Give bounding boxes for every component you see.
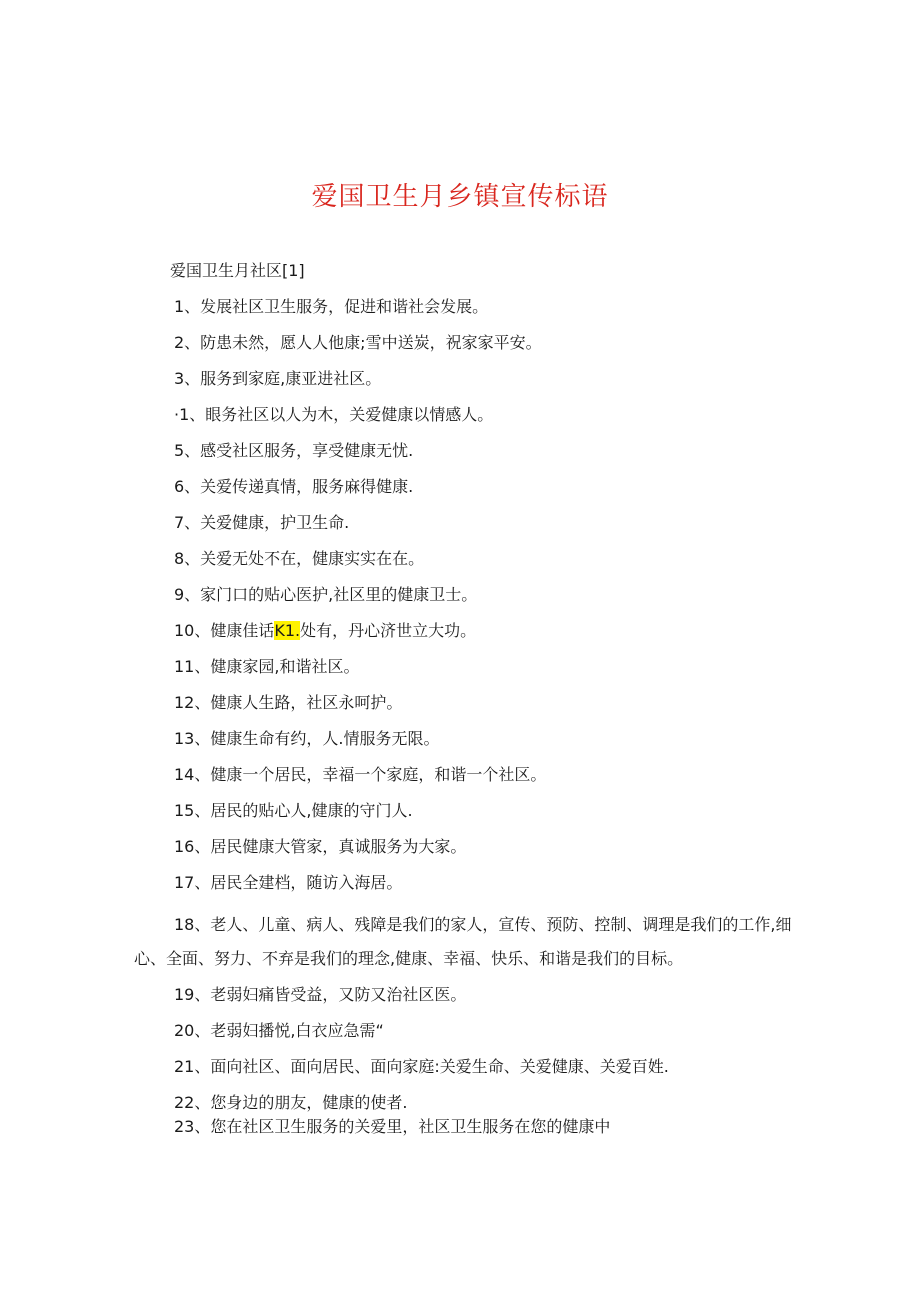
slogan-line: 1、发展社区卫生服务，促进和谐社会发展。 bbox=[174, 297, 489, 316]
slogan-line: 5、感受社区服务，享受健康无忧. bbox=[174, 441, 414, 460]
slogan-line: 9、家门口的贴心医护,社区里的健康卫士。 bbox=[174, 585, 478, 604]
slogan-10-end: 处有，丹心济世立大功。 bbox=[300, 621, 477, 640]
slogan-10-start: 10、健康佳话 bbox=[174, 621, 275, 640]
slogan-line: 14、健康一个居民，幸福一个家庭，和谐一个社区。 bbox=[174, 765, 547, 784]
slogan-line: 15、居民的贴心人,健康的守门人. bbox=[174, 801, 413, 820]
slogan-line: 17、居民全建档，随访入海居。 bbox=[174, 873, 403, 892]
slogan-line: 16、居民健康大管家，真诚服务为大家。 bbox=[174, 837, 467, 856]
slogan-line: 13、健康生命有约，人.情服务无限。 bbox=[174, 729, 440, 748]
slogan-line: 8、关爱无处不在，健康实实在在。 bbox=[174, 549, 425, 568]
slogan-line-23: 23、您在社区卫生服务的关爱里，社区卫生服务在您的健康中 bbox=[174, 1117, 611, 1136]
slogan-line: 11、健康家园,和谐社区。 bbox=[174, 657, 360, 676]
slogan-line: 7、关爱健康，护卫生命. bbox=[174, 513, 350, 532]
slogan-line: ·1、眼务社区以人为木，关爱健康以情感人。 bbox=[174, 405, 494, 424]
slogan-line: 3、服务到家庭,康亚进社区。 bbox=[174, 369, 382, 388]
slogan-line: 2、防患未然，愿人人他康;雪中送炭，祝家家平安。 bbox=[174, 333, 542, 352]
document-title: 爱国卫生月乡镇宣传标语 bbox=[311, 182, 609, 212]
document-body bbox=[134, 260, 794, 1138]
slogan-line: 22、您身边的朋友，健康的使者. bbox=[174, 1093, 408, 1112]
slogan-line: 20、老弱妇播悦,白衣应急需“ bbox=[174, 1021, 384, 1040]
slogan-line: 21、面向社区、面向居民、面向家庭:关爱生命、关爱健康、关爱百姓. bbox=[174, 1057, 669, 1076]
slogan-line: 12、健康人生路，社区永呵护。 bbox=[174, 693, 403, 712]
highlighted-text: K1. bbox=[274, 621, 301, 640]
slogan-line-10 bbox=[134, 620, 794, 642]
slogan-line-18: 18、老人、儿童、病人、残障是我们的家人，宣传、预防、控制、调理是我们的工作,细心、全面、努力、不弃是我们的理念,健康、幸福、快乐、和谐是我们的目标。 bbox=[134, 915, 792, 968]
slogan-line: 6、关爱传递真情，服务麻得健康. bbox=[174, 477, 414, 496]
slogan-line: 19、老弱妇痛皆受益，又防又治社区医。 bbox=[174, 985, 467, 1004]
section-heading: 爱国卫生月社区[1] bbox=[170, 261, 305, 280]
